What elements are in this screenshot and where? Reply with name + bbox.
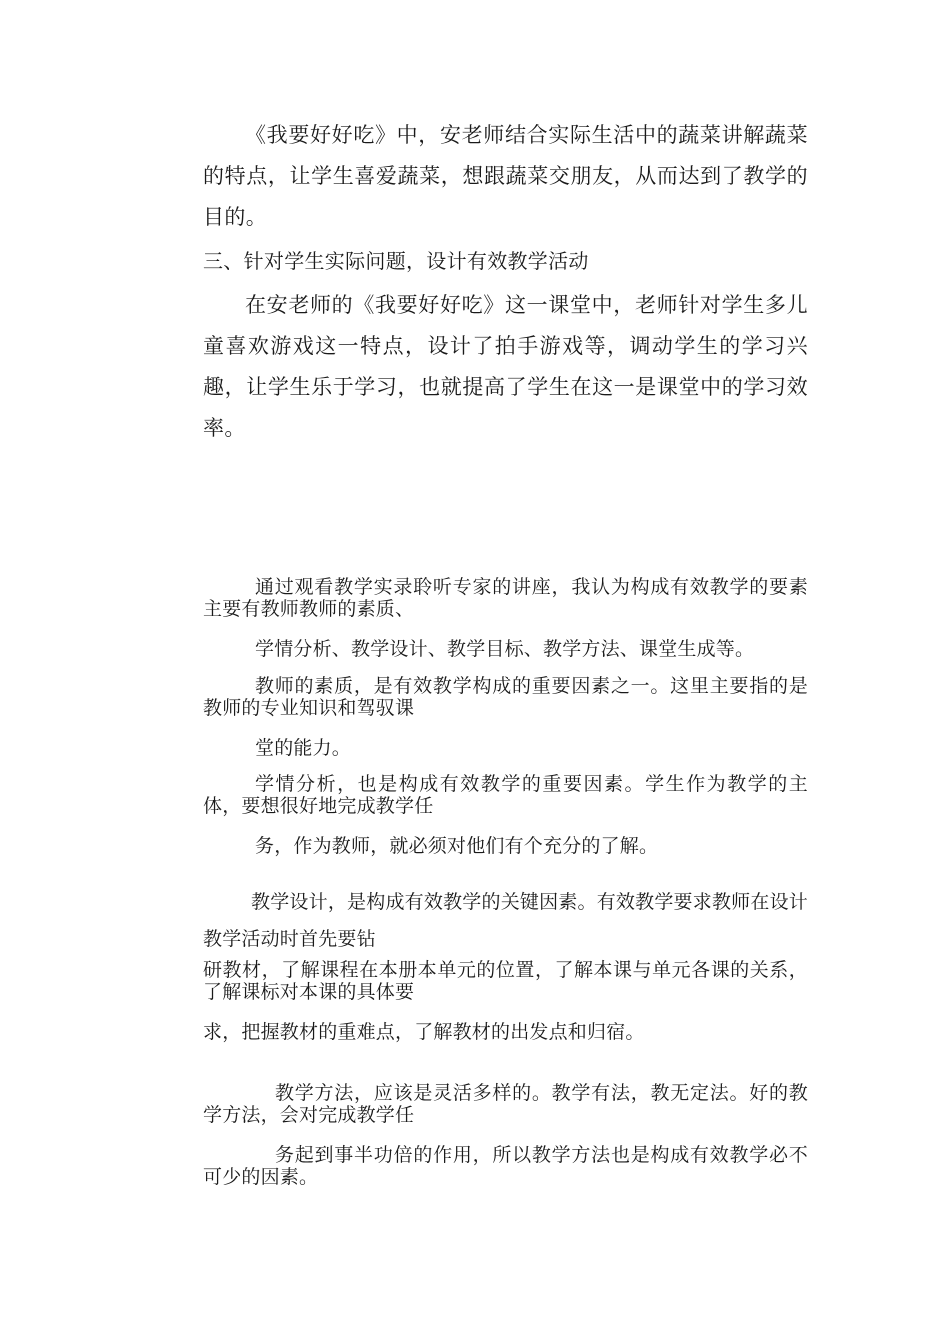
paragraph-teacher-quality: 教师的素质，是有效教学构成的重要因素之一。这里主要指的是教师的专业知识和驾驭课 <box>203 675 808 719</box>
paragraph-teaching-design-cont: 研教材，了解课程在本册本单元的位置，了解本课与单元各课的关系，了解课标对本课的具体要 <box>203 959 808 1003</box>
paragraph-effective-teaching-elements: 通过观看教学实录聆听专家的讲座，我认为构成有效教学的要素主要有教师教师的素质、 <box>203 576 808 620</box>
paragraph-student-analysis: 学情分析，也是构成有效教学的重要因素。学生作为教学的主体，要想很好地完成教学任 <box>203 773 808 817</box>
paragraph-teaching-design: 教学设计，是构成有效教学的关键因素。有效教学要求教师在设计教学活动时首先要钻 <box>203 891 808 950</box>
paragraph-elements-list: 学情分析、教学设计、教学目标、教学方法、课堂生成等。 <box>255 638 755 660</box>
paragraph-student-analysis-cont: 务，作为教师，就必须对他们有个充分的了解。 <box>255 835 659 857</box>
paragraph-teacher-quality-cont: 堂的能力。 <box>255 737 352 759</box>
paragraph-teaching-methods: 教学方法，应该是灵活多样的。教学有法，教无定法。好的教学方法，会对完成教学任 <box>203 1082 808 1126</box>
section-heading-three: 三、针对学生实际问题，设计有效教学活动 <box>203 249 589 273</box>
paragraph-teaching-methods-cont: 务起到事半功倍的作用，所以教学方法也是构成有效教学必不可少的因素。 <box>203 1144 808 1188</box>
paragraph-clapping-game: 在安老师的《我要好好吃》这一课堂中，老师针对学生多儿童喜欢游戏这一特点，设计了拍手游戏等，调动学生的学习兴趣，让学生乐于学习，也就提高了学生在这一是课堂中的学习效率。 <box>203 293 808 440</box>
paragraph-vegetable-lesson: 《我要好好吃》中，安老师结合实际生活中的蔬菜讲解蔬菜的特点，让学生喜爱蔬菜，想跟蔬菜交朋友，从而达到了教学的目的。 <box>203 123 808 229</box>
paragraph-teaching-design-end: 求，把握教材的重难点，了解教材的出发点和归宿。 <box>203 1021 645 1043</box>
